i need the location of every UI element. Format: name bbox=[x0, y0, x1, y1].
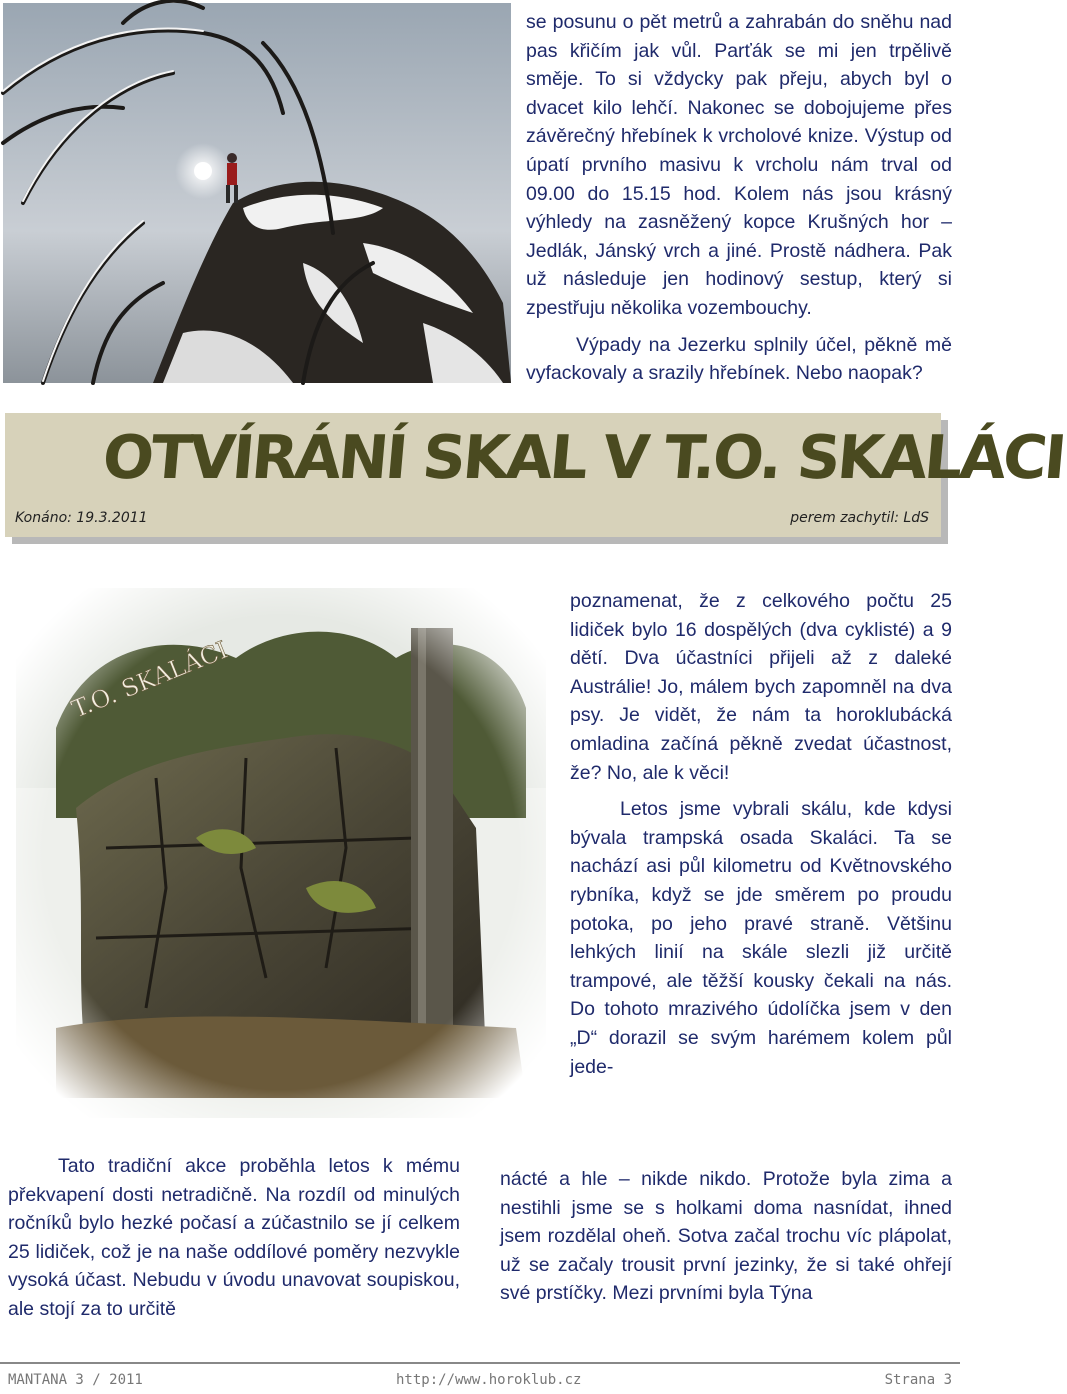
rock-photo bbox=[16, 588, 546, 1118]
intro-paragraph: Tato tradiční akce proběhla letos k mému překvapení dosti netradičně. Na rozdíl od minulých ročníků bylo hezké počasí a zúčastnilo se jí celkem 25 lidiček, což je na naše oddílové poměry nezvykle vysoká účast. Nebudu v úvodu unavovat soupiskou, ale stojí za to určitě bbox=[8, 1155, 460, 1320]
rock-image bbox=[16, 588, 546, 1118]
winter-summit-image bbox=[3, 3, 511, 383]
right-paragraph-2: Letos jsme vybrali skálu, kde kdysi bývala trampská osada Skaláci. Ta se nachází asi půl kilometru od Květnovského rybníka, když se jde směrem po proudu potoka, po jeho pravé straně. Většinu lehkých linií na skále slezli již určitě trampové, ale těžší kousky čekali na nás. Do tohoto mrazivého údolíčka jsem v den „D“ dorazil se svým harémem kolem půl jede- bbox=[570, 798, 952, 1078]
footer-issue: MANTANA 3 / 2011 bbox=[8, 1372, 143, 1388]
top-right-text-column bbox=[526, 8, 952, 388]
event-date: Konáno: 19.3.2011 bbox=[15, 510, 148, 526]
bottom-right-paragraph: nácté a hle – nikde nikdo. Protože byla zima a nestihli jsme se s holkami doma nasnídat, ihned jsem rozdělal oheň. Sotva začal trochu víc plápolat, už se začaly trousit první jezinky, že si také ohřejí své prstíčky. Mezi prvními byla Týna bbox=[500, 1168, 952, 1305]
footer-page-number: Strana 3 bbox=[884, 1372, 952, 1388]
right-text-column bbox=[570, 587, 952, 1081]
article-title: OTVÍRÁNÍ SKAL V T.O. SKALÁCI bbox=[99, 423, 1067, 493]
winter-summit-photo bbox=[3, 3, 511, 383]
footer-url[interactable]: http://www.horoklub.cz bbox=[396, 1372, 582, 1388]
page-footer bbox=[0, 1362, 960, 1394]
article-author: perem zachytil: LdS bbox=[790, 510, 929, 526]
bottom-right-text bbox=[500, 1165, 952, 1308]
article-header-banner bbox=[5, 413, 1067, 537]
top-right-paragraph-2: Výpady na Jezerku splnily účel, pěkně mě vyfackovaly a srazily hřebínek. Nebo naopak? bbox=[526, 333, 952, 385]
right-paragraph-1: poznamenat, že z celkového počtu 25 lidiček bylo 16 dospělých (dva cyklisté) a 9 dětí. Dva účastníci přijeli až z daleké Austrálie! Jo, málem bych zapomněl na dva psy. Je vidět, že nám ta horoklubácká omladina začíná pěkně zvedat účastnost, že? No, ale k věci! bbox=[570, 590, 952, 784]
top-right-paragraph-1: se posunu o pět metrů a zahrabán do sněhu nad pas křičím jak vůl. Parťák se mi jen trpělivě směje. To si vždycky pak přeju, abych byl o dvacet kilo lehčí. Nakonec se dobojujeme přes závěrečný hřebínek k vrcholové knize. Výstup od úpatí prvního masivu k vrcholu nám trval od 09.00 do 15.15 hod. Kolem nás jsou krásný výhledy na zasněžený kopce Krušných hor – Jedlák, Jánský vrch a jiné. Prostě nádhera. Pak už následuje jen hodinový sestup, který si zpestřuju několika vozembouchy. bbox=[526, 11, 952, 319]
left-bottom-text bbox=[8, 1152, 460, 1324]
